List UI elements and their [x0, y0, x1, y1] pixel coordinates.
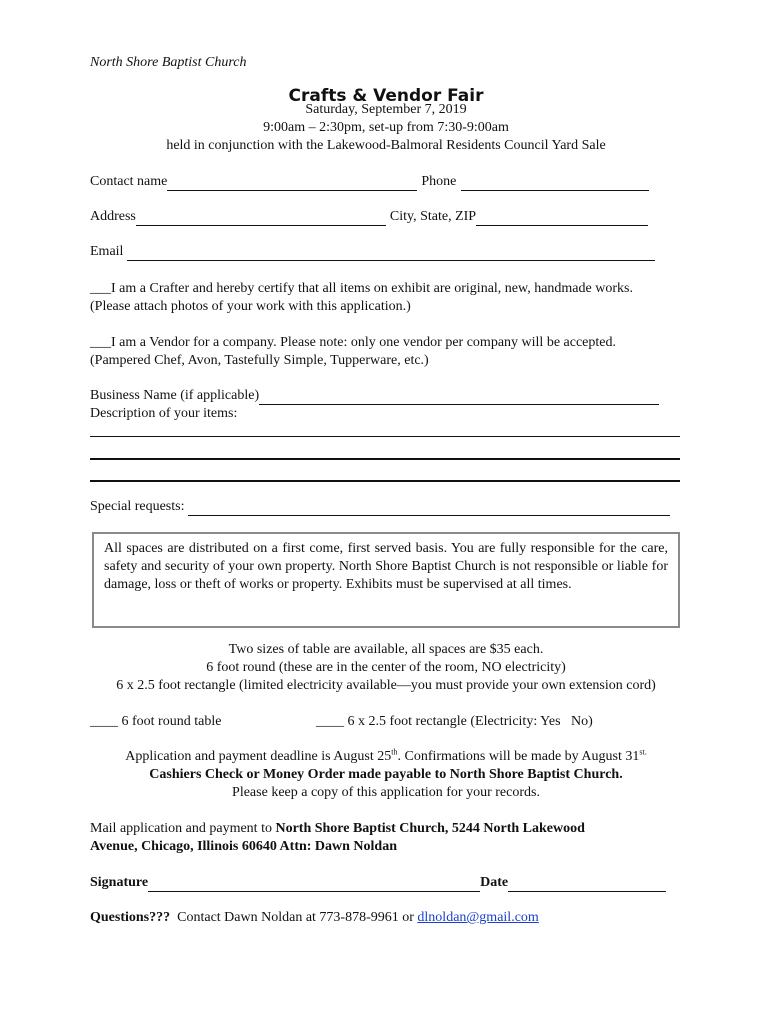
round-table-blank[interactable]: ____ [90, 714, 118, 729]
business-name-row [90, 387, 682, 405]
address-field[interactable] [136, 211, 386, 226]
crafter-checkbox-blank[interactable]: ___ [90, 281, 111, 296]
date-field[interactable] [508, 877, 666, 892]
contact-name-field[interactable] [167, 176, 417, 191]
description-line-2[interactable] [90, 458, 680, 460]
business-name-label: Business Name (if applicable) [90, 388, 260, 403]
event-date: Saturday, September 7, 2019 [305, 102, 467, 117]
round-table-option: 6 foot round table [121, 714, 222, 729]
questions-label: Questions??? [90, 910, 171, 925]
description-line-3[interactable] [90, 480, 680, 482]
keep-copy-note: Please keep a copy of this application for your records. [232, 785, 540, 800]
description-row [90, 405, 682, 423]
special-requests-field[interactable] [188, 501, 670, 516]
mail-instructions [90, 820, 682, 856]
rect-table-choice [316, 713, 593, 731]
phone-field[interactable] [461, 176, 649, 191]
signature-label: Signature [90, 875, 149, 890]
contact-email-link[interactable]: dlnoldan@gmail.com [417, 910, 539, 925]
deadline-block [90, 748, 682, 802]
vendor-checkbox-blank[interactable]: ___ [90, 335, 111, 350]
address-label: Address [90, 209, 136, 224]
description-line-1[interactable] [90, 436, 680, 437]
email-row [90, 243, 682, 261]
date-label: Date [480, 875, 509, 890]
event-held-with: held in conjunction with the Lakewood-Balmoral Residents Council Yard Sale [166, 138, 606, 153]
signature-field[interactable] [148, 877, 480, 892]
deadline-part-b: . Confirmations will be made by August 31 [397, 749, 640, 764]
description-lines [90, 436, 682, 437]
description-line-3-wrap [90, 480, 682, 482]
crafter-option [90, 280, 682, 316]
vendor-statement: I am a Vendor for a company. Please note: only one vendor per company will be accepted. [111, 335, 616, 350]
rect-table-option: 6 x 2.5 foot rectangle (Electricity: Yes No) [347, 714, 593, 729]
mail-prefix: Mail application and payment to [90, 821, 276, 836]
city-state-zip-label: City, State, ZIP [389, 209, 477, 224]
questions-row [90, 909, 682, 927]
contact-name-label: Contact name [90, 174, 168, 189]
table-choice-row [90, 713, 682, 731]
deadline-text [90, 748, 682, 766]
mail-address-line-1: North Shore Baptist Church, 5244 North Lakewood [275, 821, 585, 836]
event-details [90, 101, 682, 155]
questions-text: Contact Dawn Noldan at 773-878-9961 or [170, 910, 418, 925]
deadline-sup-a: th [391, 747, 398, 757]
mail-address-line-2: Avenue, Chicago, Illinois 60640 Attn: Dawn Noldan [90, 839, 398, 854]
table-sizes [90, 641, 682, 695]
crafter-statement: I am a Crafter and hereby certify that all items on exhibit are original, new, handmade works. [111, 281, 633, 296]
notice-box [92, 532, 680, 628]
vendor-note: (Pampered Chef, Avon, Tastefully Simple, Tupperware, etc.) [90, 353, 429, 368]
rect-table-blank[interactable]: ____ [316, 714, 344, 729]
event-time: 9:00am – 2:30pm, set-up from 7:30-9:00am [263, 120, 509, 135]
email-field[interactable] [127, 246, 655, 261]
address-row [90, 208, 682, 226]
description-label: Description of your items: [90, 406, 238, 421]
deadline-part-a: Application and payment deadline is August 25 [125, 749, 392, 764]
business-name-field[interactable] [259, 390, 659, 405]
description-line-2-wrap [90, 458, 682, 460]
special-requests-label: Special requests: [90, 499, 185, 514]
header [90, 54, 682, 74]
deadline-sup-b: st. [639, 747, 647, 757]
city-state-zip-field[interactable] [476, 211, 648, 226]
round-table-description: 6 foot round (these are in the center of the room, NO electricity) [206, 660, 566, 675]
organization-name: North Shore Baptist Church [90, 55, 247, 70]
payable-note: Cashiers Check or Money Order made payable to North Shore Baptist Church. [149, 767, 623, 782]
notice-text: All spaces are distributed on a first come, first served basis. You are fully responsible for the care, safety and security of your own property. North Shore Baptist Church is not responsible or liable for damage, loss or theft of works or property. Exhibits must be supervised at all times. [104, 541, 668, 592]
phone-label: Phone [421, 174, 457, 189]
signature-row [90, 874, 682, 892]
rect-table-description: 6 x 2.5 foot rectangle (limited electricity available—you must provide your own extension cord) [116, 678, 656, 693]
page-title: Crafts & Vendor Fair [288, 86, 484, 106]
vendor-option [90, 334, 682, 370]
table-sizes-intro: Two sizes of table are available, all spaces are $35 each. [228, 642, 544, 657]
special-requests-row [90, 498, 682, 516]
crafter-note: (Please attach photos of your work with this application.) [90, 299, 411, 314]
email-label: Email [90, 244, 124, 259]
contact-row [90, 173, 682, 191]
